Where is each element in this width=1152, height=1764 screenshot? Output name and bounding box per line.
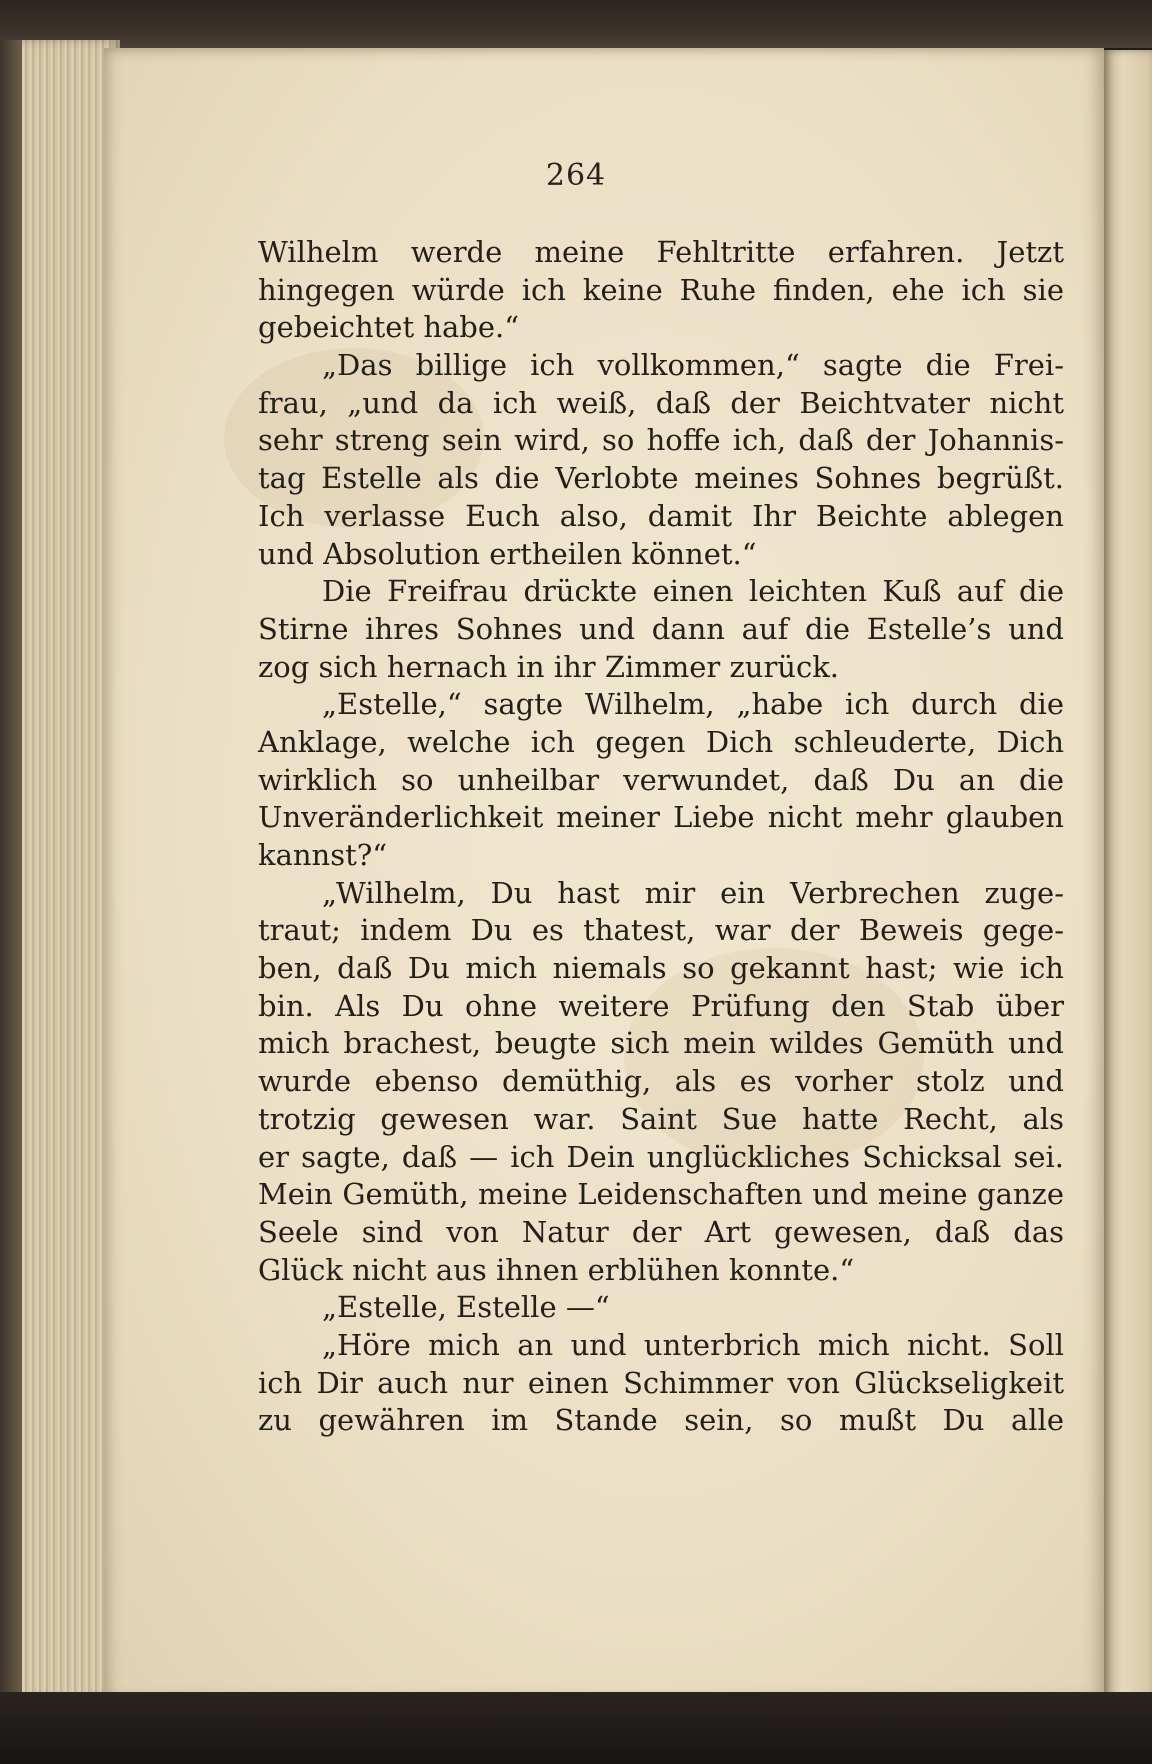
text-line: frau, „und da ich weiß, daß der Beichtvater nicht: [258, 385, 1064, 420]
opposite-page-edge: [1104, 50, 1152, 1700]
text-line: Anklage, welche ich gegen Dich schleuderte, Dich: [258, 724, 1064, 759]
text-line: hingegen würde ich keine Ruhe finden, ehe ich sie: [258, 272, 1064, 307]
text-line: „Estelle,“ sagte Wilhelm, „habe ich durch die: [322, 687, 1064, 722]
text-line: „Estelle, Estelle —“: [322, 1290, 610, 1325]
text-line: trotzig gewesen war. Saint Sue hatte Recht, als: [258, 1101, 1064, 1136]
text-line: ben, daß Du mich niemals so gekannt hast; wie ich: [258, 951, 1064, 986]
text-line: sehr streng sein wird, so hoffe ich, daß der Johannis-: [258, 423, 1064, 458]
text-line: Ich verlasse Euch also, damit Ihr Beichte ablegen: [258, 498, 1064, 533]
text-line: bin. Als Du ohne weitere Prüfung den Stab über: [258, 988, 1064, 1023]
text-line: tag Estelle als die Verlobte meines Sohnes begrüßt.: [258, 461, 1064, 496]
text-line: Unveränderlichkeit meiner Liebe nicht mehr glauben: [258, 800, 1064, 835]
text-line: Die Freifrau drückte einen leichten Kuß auf die: [322, 574, 1064, 609]
text-line: Wilhelm werde meine Fehltritte erfahren. Jetzt: [258, 235, 1064, 269]
text-line: wirklich so unheilbar verwundet, daß Du an die: [258, 762, 1064, 797]
text-line: mich brachest, beugte sich mein wildes Gemüth und: [258, 1026, 1064, 1061]
cover-edge: [0, 40, 22, 1700]
binding-top: [0, 0, 1152, 48]
binding-bottom: [0, 1692, 1152, 1764]
text-line: kannst?“: [258, 838, 388, 872]
text-line: ich Dir auch nur einen Schimmer von Glückseligkeit: [258, 1365, 1064, 1400]
text-line: „Das billige ich vollkommen,“ sagte die Frei-: [322, 348, 1064, 383]
text-line: gebeichtet habe.“: [258, 310, 520, 345]
text-line: Glück nicht aus ihnen erblühen konnte.“: [258, 1252, 855, 1287]
text-line: Mein Gemüth, meine Leidenschaften und meine ganze: [258, 1177, 1064, 1212]
text-line: er sagte, daß — ich Dein unglückliches Schicksal sei.: [258, 1139, 1064, 1174]
text-line: „Wilhelm, Du hast mir ein Verbrechen zuge-: [322, 875, 1064, 910]
text-line: zog sich hernach in ihr Zimmer zurück.: [258, 649, 840, 684]
text-line: „Höre mich an und unterbrich mich nicht. Soll: [322, 1327, 1064, 1362]
body-text: [258, 234, 1064, 1440]
text-line: traut; indem Du es thatest, war der Beweis gege-: [258, 913, 1064, 948]
text-line: Seele sind von Natur der Art gewesen, daß das: [258, 1214, 1064, 1249]
page-number: 264: [545, 158, 607, 193]
text-line: und Absolution ertheilen könnet.“: [258, 536, 757, 571]
text-line: Stirne ihres Sohnes und dann auf die Estelle’s und: [258, 611, 1064, 646]
text-line: wurde ebenso demüthig, als es vorher stolz und: [258, 1064, 1064, 1099]
text-line: zu gewähren im Stande sein, so mußt Du alle: [258, 1403, 1064, 1438]
